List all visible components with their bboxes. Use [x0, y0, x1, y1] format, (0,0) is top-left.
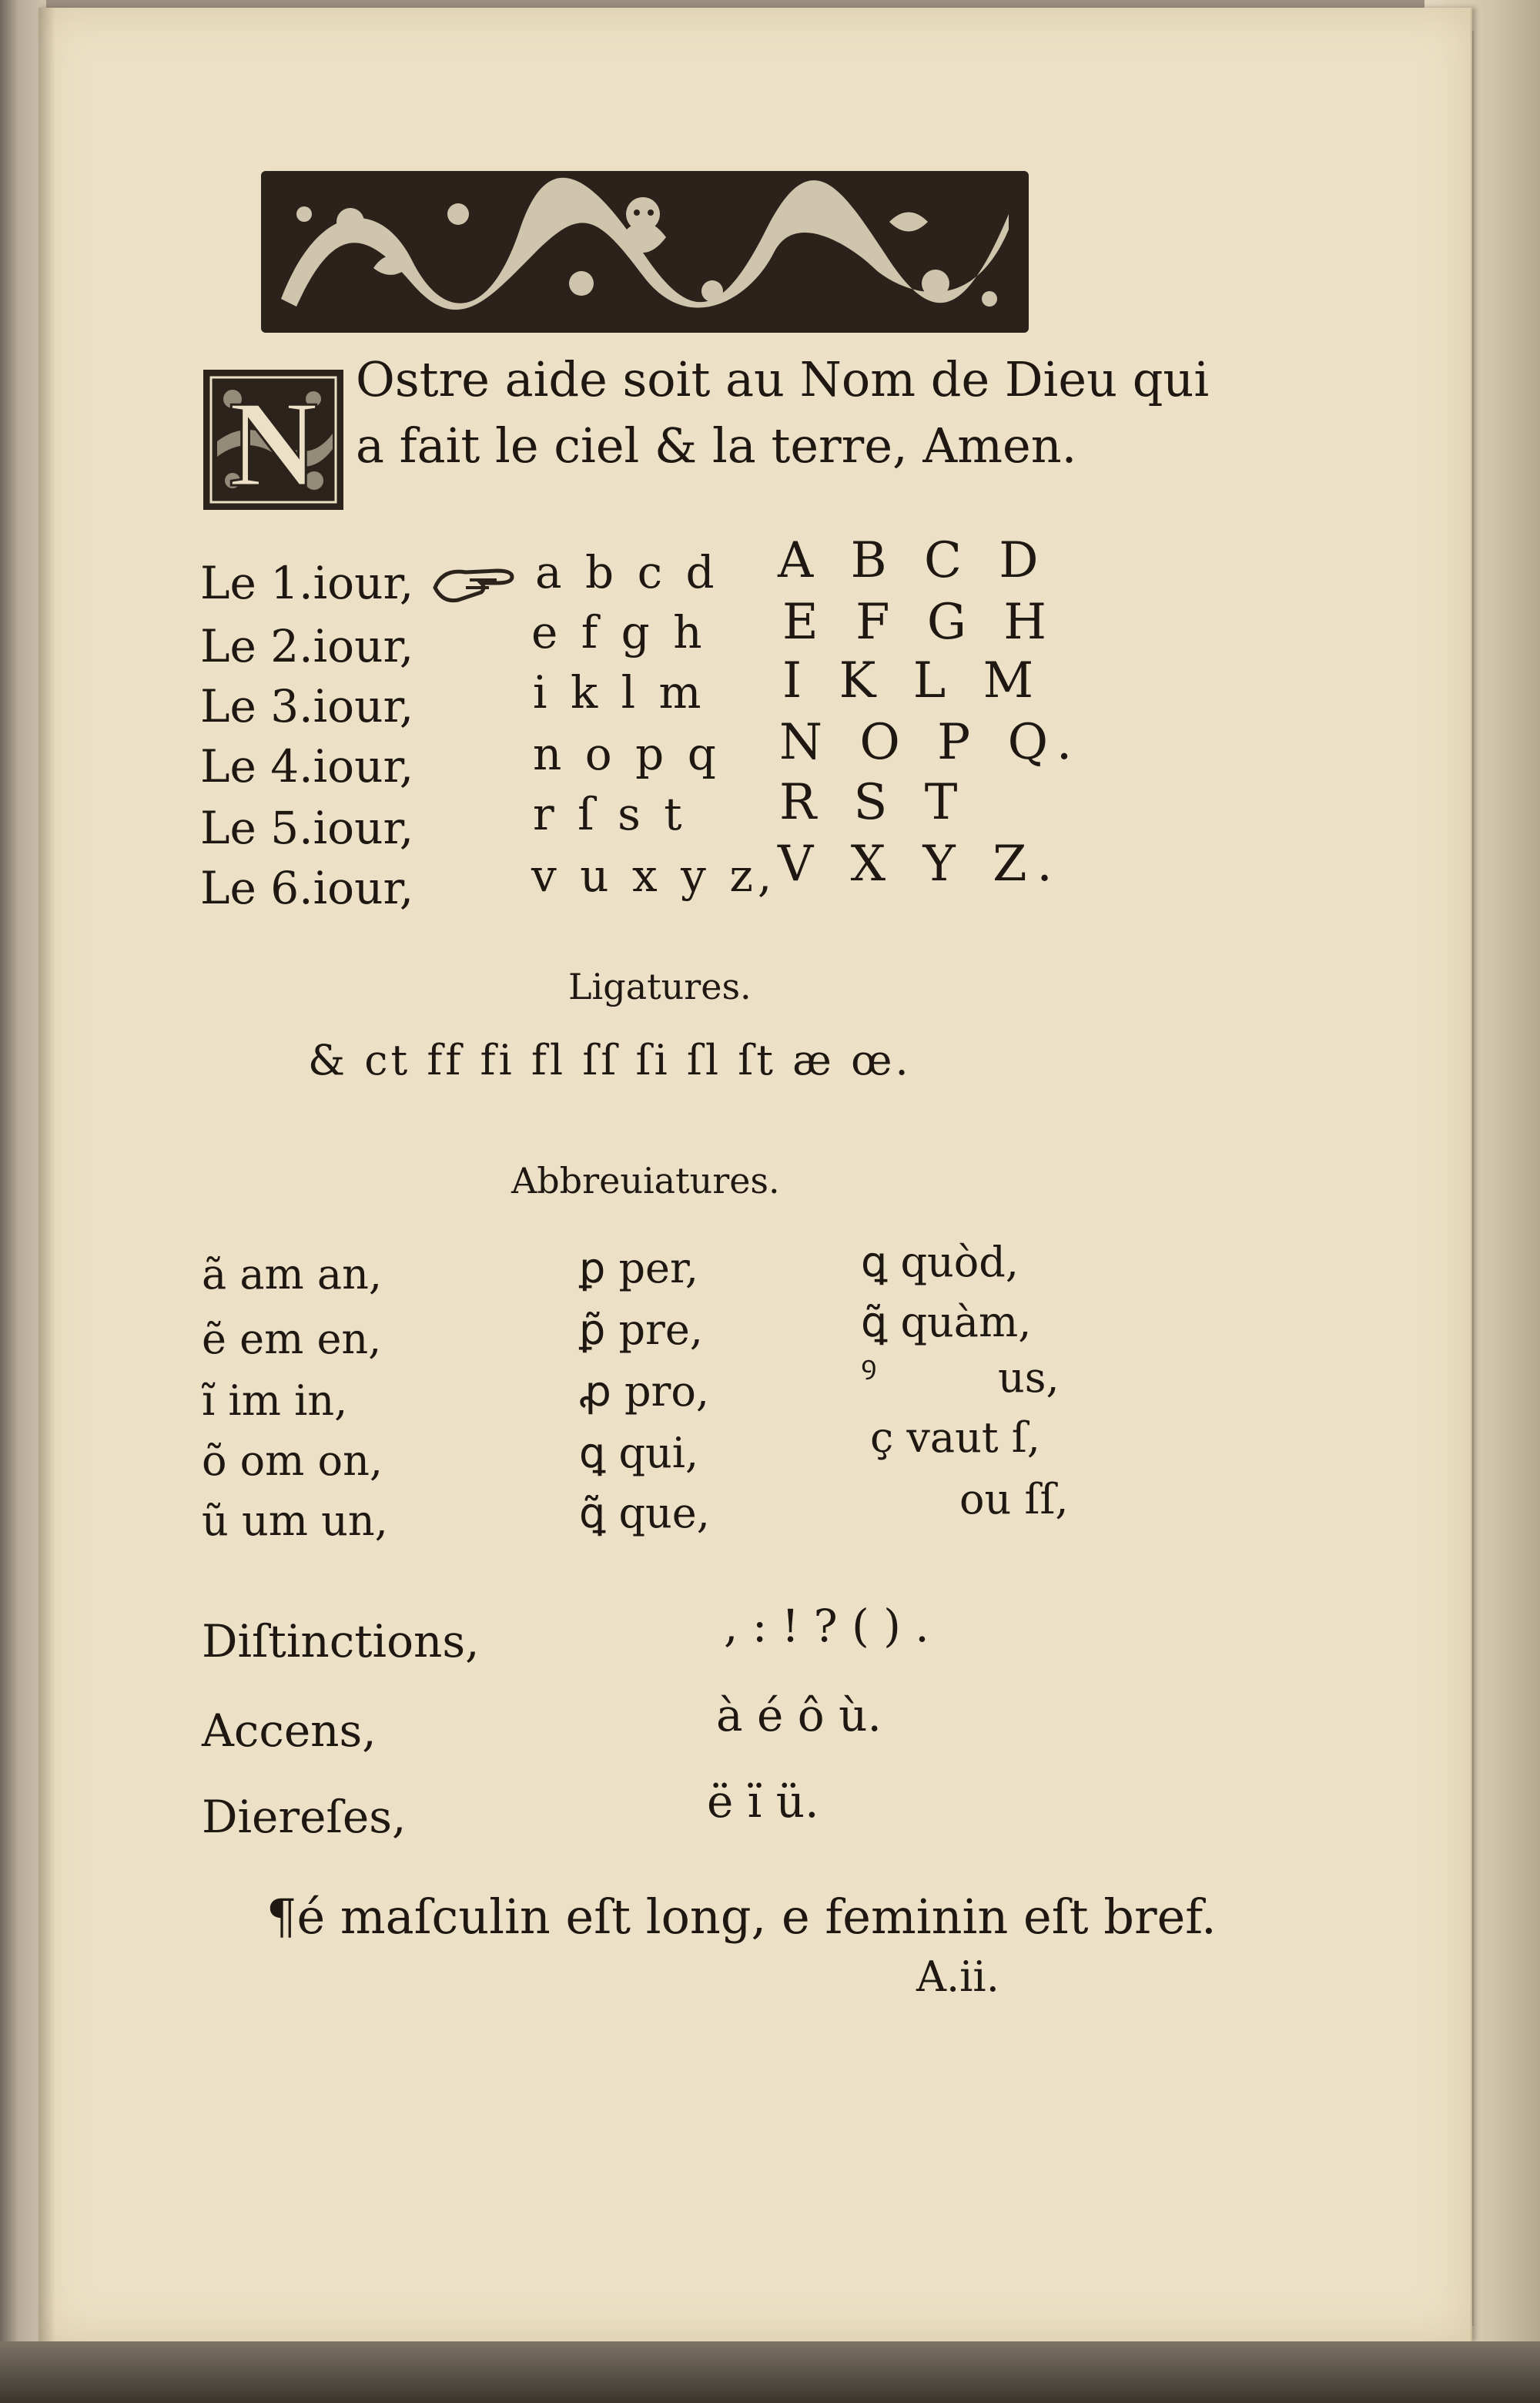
closing-note: ¶é maſculin eſt long, e feminin eſt bref. [266, 1889, 1217, 1945]
lowercase-group: i k l m [533, 666, 706, 719]
abbreviation-item: ꝗ quòd, [861, 1238, 1019, 1286]
lowercase-group: n o p q [533, 728, 721, 780]
abbreviation-item: ꝓ pro, [579, 1367, 710, 1416]
ligatures-heading: Ligatures. [568, 966, 752, 1007]
abbreviation-item: õ om on, [202, 1436, 383, 1485]
abbreviation-item: ꝗ̃ que, [579, 1489, 710, 1537]
abbreviation-item: ç vaut ſ, [870, 1413, 1040, 1462]
uppercase-group: A B C D [778, 532, 1050, 589]
abbreviation-item: ꝑ per, [579, 1244, 699, 1292]
accents-label: Accens, [202, 1704, 377, 1757]
lowercase-group: a b c d [535, 546, 719, 598]
abbreviation-item: us, [998, 1353, 1060, 1402]
abbreviation-item: ũ um un, [202, 1496, 388, 1545]
day-label: Le 6.iour, [200, 862, 414, 914]
page-gutter [38, 8, 55, 2341]
abbreviation-item: ꝗ̃ quàm, [861, 1298, 1032, 1346]
uppercase-group: E F G H [782, 594, 1058, 651]
decorated-initial [202, 368, 345, 511]
abbreviation-item: ꝰ [861, 1347, 877, 1396]
abbreviations-heading: Abbreuiatures. [511, 1160, 780, 1202]
diereses-label: Diereſes, [202, 1791, 407, 1843]
lowercase-group: r ſ s t [533, 788, 687, 840]
day-label: Le 3.iour, [200, 680, 414, 732]
day-label: Le 2.iour, [200, 620, 414, 672]
distinctions-value: , : ! ? ( ) . [724, 1600, 929, 1652]
uppercase-group: R S T [779, 774, 969, 831]
lowercase-group: v u x y z, [531, 850, 777, 902]
abbreviation-item: ou ſſ, [959, 1475, 1069, 1523]
distinctions-label: Diſtinctions, [202, 1615, 480, 1667]
abbreviation-item: ẽ em en, [202, 1315, 382, 1363]
uppercase-group: N O P Q. [779, 714, 1083, 771]
day-label: Le 4.iour, [200, 740, 414, 793]
day-label: Le 1.iour, [200, 557, 414, 609]
opening-line-1: Ostre aide soit au Nom de Dieu qui [356, 351, 1210, 407]
signature-mark: A.ii. [916, 1952, 999, 2001]
uppercase-group: V X Y Z. [778, 836, 1063, 893]
abbreviation-item: ã am an, [202, 1250, 383, 1299]
opening-line-2: a fait le ciel & la terre, Amen. [356, 417, 1077, 474]
diereses-value: ë ï ü. [707, 1775, 819, 1828]
pointing-hand-icon [431, 561, 516, 607]
abbreviation-item: ꝗ qui, [579, 1429, 699, 1477]
ornamental-headpiece [258, 168, 1032, 336]
accents-value: à é ô ù. [716, 1689, 882, 1741]
scan-bottom-edge [0, 2341, 1540, 2403]
abbreviation-item: ꝑ̃ pre, [579, 1305, 703, 1354]
drop-cap-letter: N [229, 375, 318, 511]
abbreviation-item: ĩ im in, [202, 1376, 348, 1425]
uppercase-group: I K L M [782, 652, 1045, 709]
ligatures-line: & ct ff fi fl ſſ ſi ſl ſt æ œ. [308, 1036, 912, 1084]
day-label: Le 5.iour, [200, 802, 414, 854]
lowercase-group: e f g h [531, 606, 707, 659]
